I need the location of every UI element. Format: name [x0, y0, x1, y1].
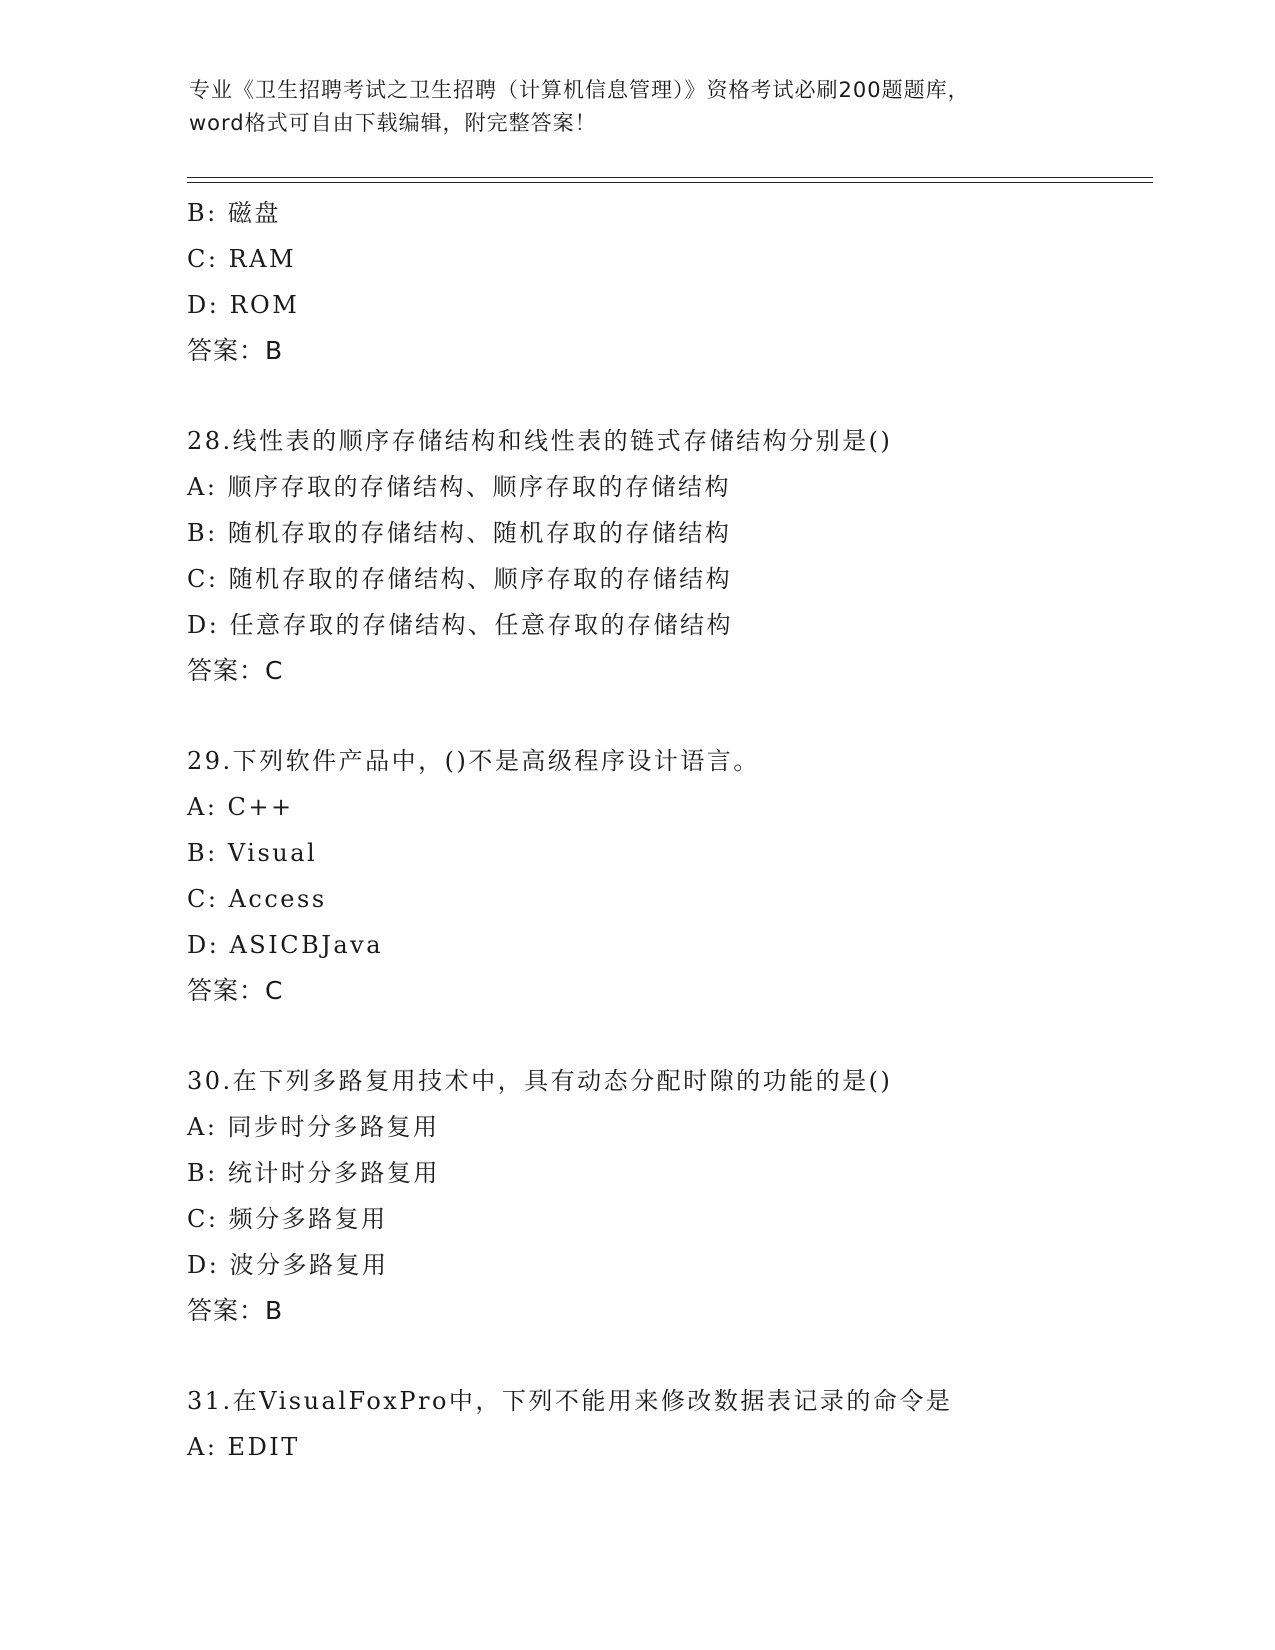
option-d: D: 波分多路复用 [187, 1251, 389, 1279]
option-b: B: 磁盘 [187, 199, 281, 227]
option-d: D: 任意存取的存储结构、任意存取的存储结构 [187, 611, 733, 639]
option-a: A: EDIT [187, 1433, 300, 1461]
answer-label: 答案：C [187, 976, 284, 1005]
option-b: B: Visual [187, 839, 318, 867]
header-divider-top [187, 177, 1153, 178]
option-a: A: 同步时分多路复用 [187, 1113, 440, 1141]
answer-label: 答案：B [187, 1296, 284, 1325]
header-title-line-2: word格式可自由下载编辑，附完整答案！ [189, 111, 597, 135]
option-a: A: 顺序存取的存储结构、顺序存取的存储结构 [187, 473, 732, 501]
option-c: C: 频分多路复用 [187, 1205, 388, 1233]
answer-label: 答案：C [187, 656, 284, 685]
question-text: 28.线性表的顺序存储结构和线性表的链式存储结构分别是() [187, 427, 893, 455]
question-list [187, 190, 1147, 1470]
option-c: C: 随机存取的存储结构、顺序存取的存储结构 [187, 565, 733, 593]
option-d: D: ASICBJava [187, 931, 384, 959]
option-b: B: 随机存取的存储结构、随机存取的存储结构 [187, 519, 732, 547]
question-31-block [187, 1378, 1147, 1470]
option-c: C: RAM [187, 245, 297, 273]
header-title-line-1: 专业《卫生招聘考试之卫生招聘（计算机信息管理）》资格考试必刷200题题库， [189, 78, 970, 102]
question-28-block [187, 418, 1147, 694]
question-text: 31.在VisualFoxPro中，下列不能用来修改数据表记录的命令是 [187, 1387, 953, 1415]
document-header [189, 74, 1089, 140]
option-a: A: C++ [187, 793, 294, 821]
header-divider-bottom [187, 182, 1153, 183]
option-b: B: 统计时分多路复用 [187, 1159, 440, 1187]
question-text: 30.在下列多路复用技术中，具有动态分配时隙的功能的是() [187, 1067, 893, 1095]
question-27-block [187, 190, 1147, 374]
question-29-block [187, 738, 1147, 1014]
option-d: D: ROM [187, 291, 300, 319]
question-text: 29.下列软件产品中，()不是高级程序设计语言。 [187, 747, 760, 775]
answer-label: 答案：B [187, 336, 284, 365]
option-c: C: Access [187, 885, 327, 913]
question-30-block [187, 1058, 1147, 1334]
